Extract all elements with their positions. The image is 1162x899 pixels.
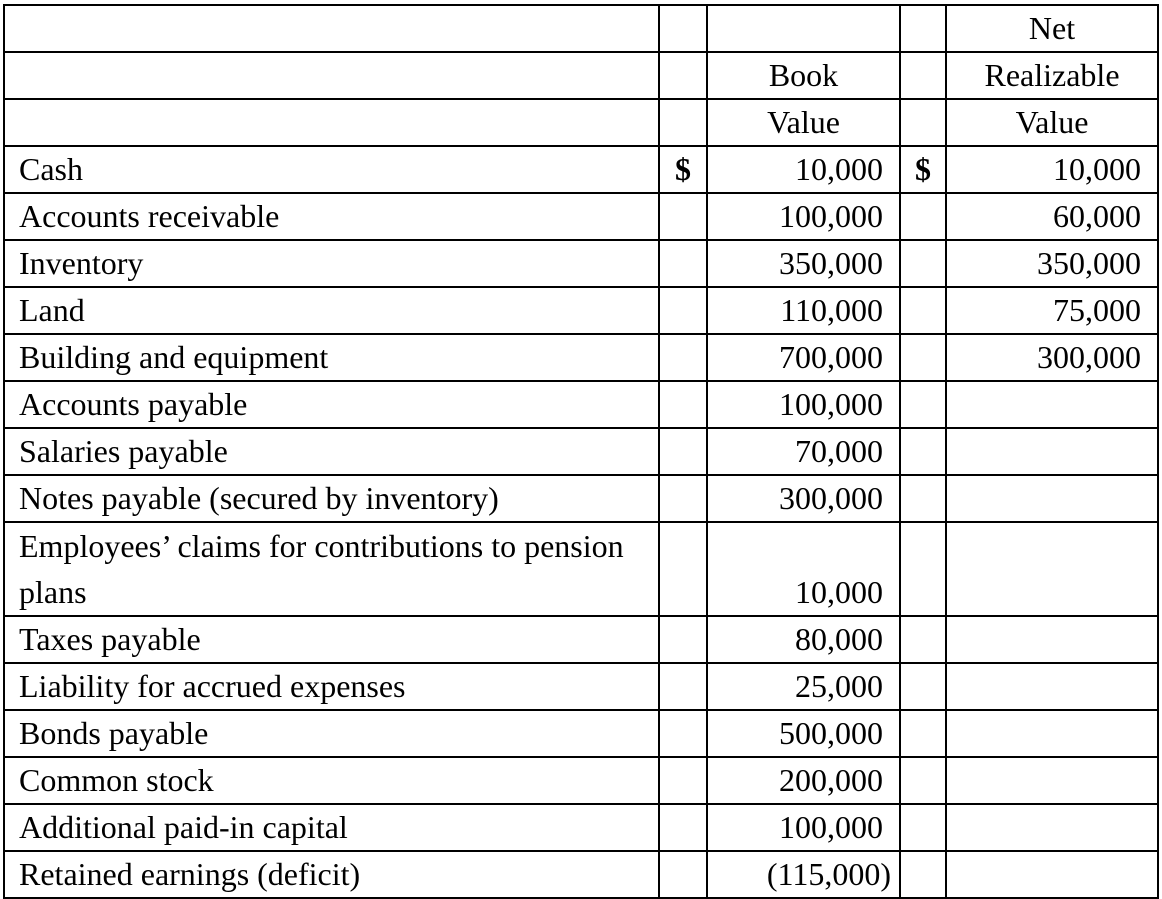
book-value: 100,000 [707,804,900,851]
dollar-sign [659,522,707,616]
row-label: Inventory [4,240,659,287]
header-row-2 [4,52,1158,99]
dollar-sign [900,616,946,663]
net-realizable-value [946,522,1158,616]
table-row [4,804,1158,851]
book-value: 700,000 [707,334,900,381]
book-value: 100,000 [707,193,900,240]
book-value: 110,000 [707,287,900,334]
net-realizable-value [946,475,1158,522]
header-book-cell: Book [707,52,900,99]
book-value: 350,000 [707,240,900,287]
net-realizable-value: 350,000 [946,240,1158,287]
book-value: 200,000 [707,757,900,804]
dollar-sign [659,240,707,287]
book-value: 500,000 [707,710,900,757]
net-realizable-value: 300,000 [946,334,1158,381]
table-row [4,240,1158,287]
header-nrv-dollar-cell [900,99,946,146]
header-label-cell [4,99,659,146]
dollar-sign [900,287,946,334]
row-label: Notes payable (secured by inventory) [4,475,659,522]
book-value: 100,000 [707,381,900,428]
header-nrv-cell: Net [946,5,1158,52]
net-realizable-value [946,616,1158,663]
row-label: Land [4,287,659,334]
row-label: Accounts receivable [4,193,659,240]
dollar-sign: $ [659,146,707,193]
table-row [4,381,1158,428]
dollar-sign [900,757,946,804]
header-label-cell [4,52,659,99]
table-row [4,428,1158,475]
dollar-sign: $ [900,146,946,193]
header-row-3 [4,99,1158,146]
dollar-sign [659,287,707,334]
net-realizable-value: 10,000 [946,146,1158,193]
row-label: Common stock [4,757,659,804]
table-row [4,663,1158,710]
book-value: 25,000 [707,663,900,710]
header-book-dollar-cell [659,5,707,52]
dollar-sign [900,475,946,522]
row-label: Retained earnings (deficit) [4,851,659,898]
row-label: Employees’ claims for contributions to pension plans [4,522,659,616]
dollar-sign [659,757,707,804]
header-label-cell [4,5,659,52]
row-label: Building and equipment [4,334,659,381]
dollar-sign [900,193,946,240]
dollar-sign [659,193,707,240]
header-book-cell: Value [707,99,900,146]
book-value: 10,000 [707,522,900,616]
row-label: Accounts payable [4,381,659,428]
net-realizable-value [946,663,1158,710]
table-row [4,757,1158,804]
row-label: Liability for accrued expenses [4,663,659,710]
row-label: Additional paid-in capital [4,804,659,851]
table-row [4,334,1158,381]
header-nrv-cell: Value [946,99,1158,146]
balance-table [3,4,1159,899]
header-book-cell [707,5,900,52]
header-book-dollar-cell [659,99,707,146]
net-realizable-value [946,851,1158,898]
table-row [4,146,1158,193]
book-value: 10,000 [707,146,900,193]
table-row [4,475,1158,522]
header-nrv-dollar-cell [900,52,946,99]
row-label: Bonds payable [4,710,659,757]
net-realizable-value [946,710,1158,757]
table-row [4,710,1158,757]
row-label: Cash [4,146,659,193]
dollar-sign [659,381,707,428]
net-realizable-value: 75,000 [946,287,1158,334]
header-nrv-cell: Realizable [946,52,1158,99]
dollar-sign [659,616,707,663]
net-realizable-value [946,757,1158,804]
table-row [4,287,1158,334]
dollar-sign [659,804,707,851]
dollar-sign [659,851,707,898]
net-realizable-value [946,381,1158,428]
net-realizable-value [946,804,1158,851]
dollar-sign [900,240,946,287]
dollar-sign [900,804,946,851]
book-value: 300,000 [707,475,900,522]
dollar-sign [900,522,946,616]
header-book-dollar-cell [659,52,707,99]
row-label: Salaries payable [4,428,659,475]
net-realizable-value: 60,000 [946,193,1158,240]
net-realizable-value [946,428,1158,475]
dollar-sign [659,334,707,381]
table-row [4,193,1158,240]
dollar-sign [900,381,946,428]
table-row [4,522,1158,616]
header-nrv-dollar-cell [900,5,946,52]
dollar-sign [900,663,946,710]
dollar-sign [900,334,946,381]
table-row [4,851,1158,898]
dollar-sign [900,851,946,898]
table-row [4,616,1158,663]
dollar-sign [900,428,946,475]
dollar-sign [659,475,707,522]
header-row-1 [4,5,1158,52]
dollar-sign [659,663,707,710]
book-value: (115,000) [707,851,900,898]
dollar-sign [900,710,946,757]
book-value: 70,000 [707,428,900,475]
dollar-sign [659,710,707,757]
book-value: 80,000 [707,616,900,663]
row-label: Taxes payable [4,616,659,663]
dollar-sign [659,428,707,475]
